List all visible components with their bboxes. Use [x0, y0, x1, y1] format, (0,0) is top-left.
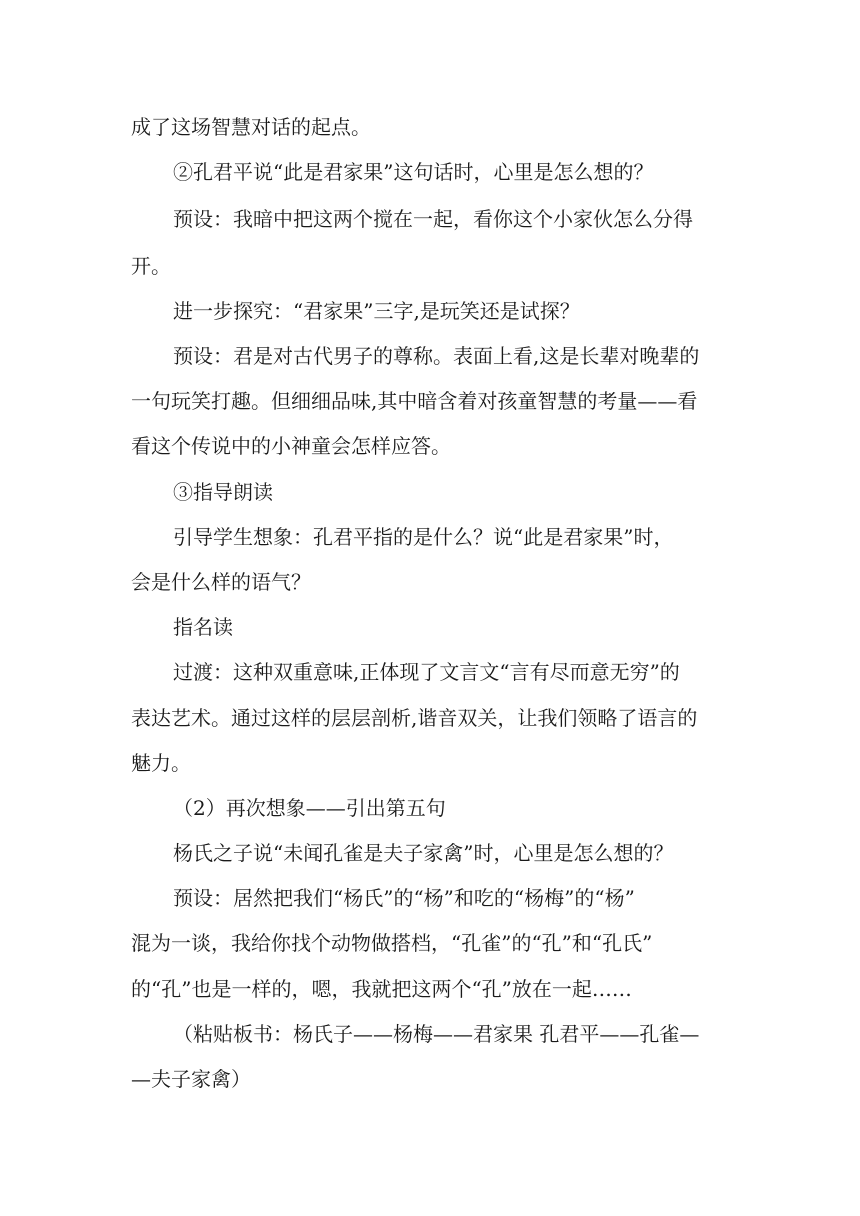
text-line-15: 魅力。	[131, 751, 191, 775]
text-line-17: 杨氏之子说“未闻孔雀是夫子家禽”时，心里是怎么想的？	[173, 841, 674, 865]
text-line-4: 开。	[131, 254, 171, 278]
text-line-5: 进一步探究：“君家果”三字,是玩笑还是试探？	[173, 299, 580, 323]
text-line-9: ③指导朗读	[173, 480, 273, 504]
text-line-13: 过渡：这种双重意味,正体现了文言文“言有尽而意无穷”的	[173, 660, 680, 684]
text-line-20: 的“孔”也是一样的，嗯，我就把这两个“孔”放在一起……	[131, 977, 632, 1001]
text-line-10: 引导学生想象：孔君平指的是什么？说“此是君家果”时，	[173, 525, 674, 549]
text-line-2: ②孔君平说“此是君家果”这句话时，心里是怎么想的？	[173, 160, 654, 184]
text-line-22: —夫子家禽）	[131, 1067, 251, 1091]
text-line-6: 预设：君是对古代男子的尊称。表面上看,这是长辈对晚辈的	[173, 344, 700, 368]
text-line-1: 成了这场智慧对话的起点。	[131, 115, 371, 139]
text-line-14: 表达艺术。通过这样的层层剖析,谐音双关，让我们领略了语言的	[131, 706, 698, 730]
text-line-19: 混为一谈，我给你找个动物做搭档，“孔雀”的“孔”和“孔氏”	[131, 931, 653, 955]
text-line-16: （2）再次想象——引出第五句	[173, 796, 446, 820]
text-line-7: 一句玩笑打趣。但细细品味,其中暗含着对孩童智慧的考量——看	[131, 389, 698, 413]
text-line-8: 看这个传说中的小神童会怎样应答。	[131, 434, 451, 458]
text-line-11: 会是什么样的语气？	[131, 570, 311, 594]
text-line-21: （粘贴板书：杨氏子——杨梅——君家果 孔君平——孔雀—	[173, 1022, 700, 1046]
text-line-3: 预设：我暗中把这两个搅在一起，看你这个小家伙怎么分得	[173, 207, 693, 231]
text-line-18: 预设：居然把我们“杨氏”的“杨”和吃的“杨梅”的“杨”	[173, 886, 635, 910]
text-line-12: 指名读	[173, 615, 233, 639]
